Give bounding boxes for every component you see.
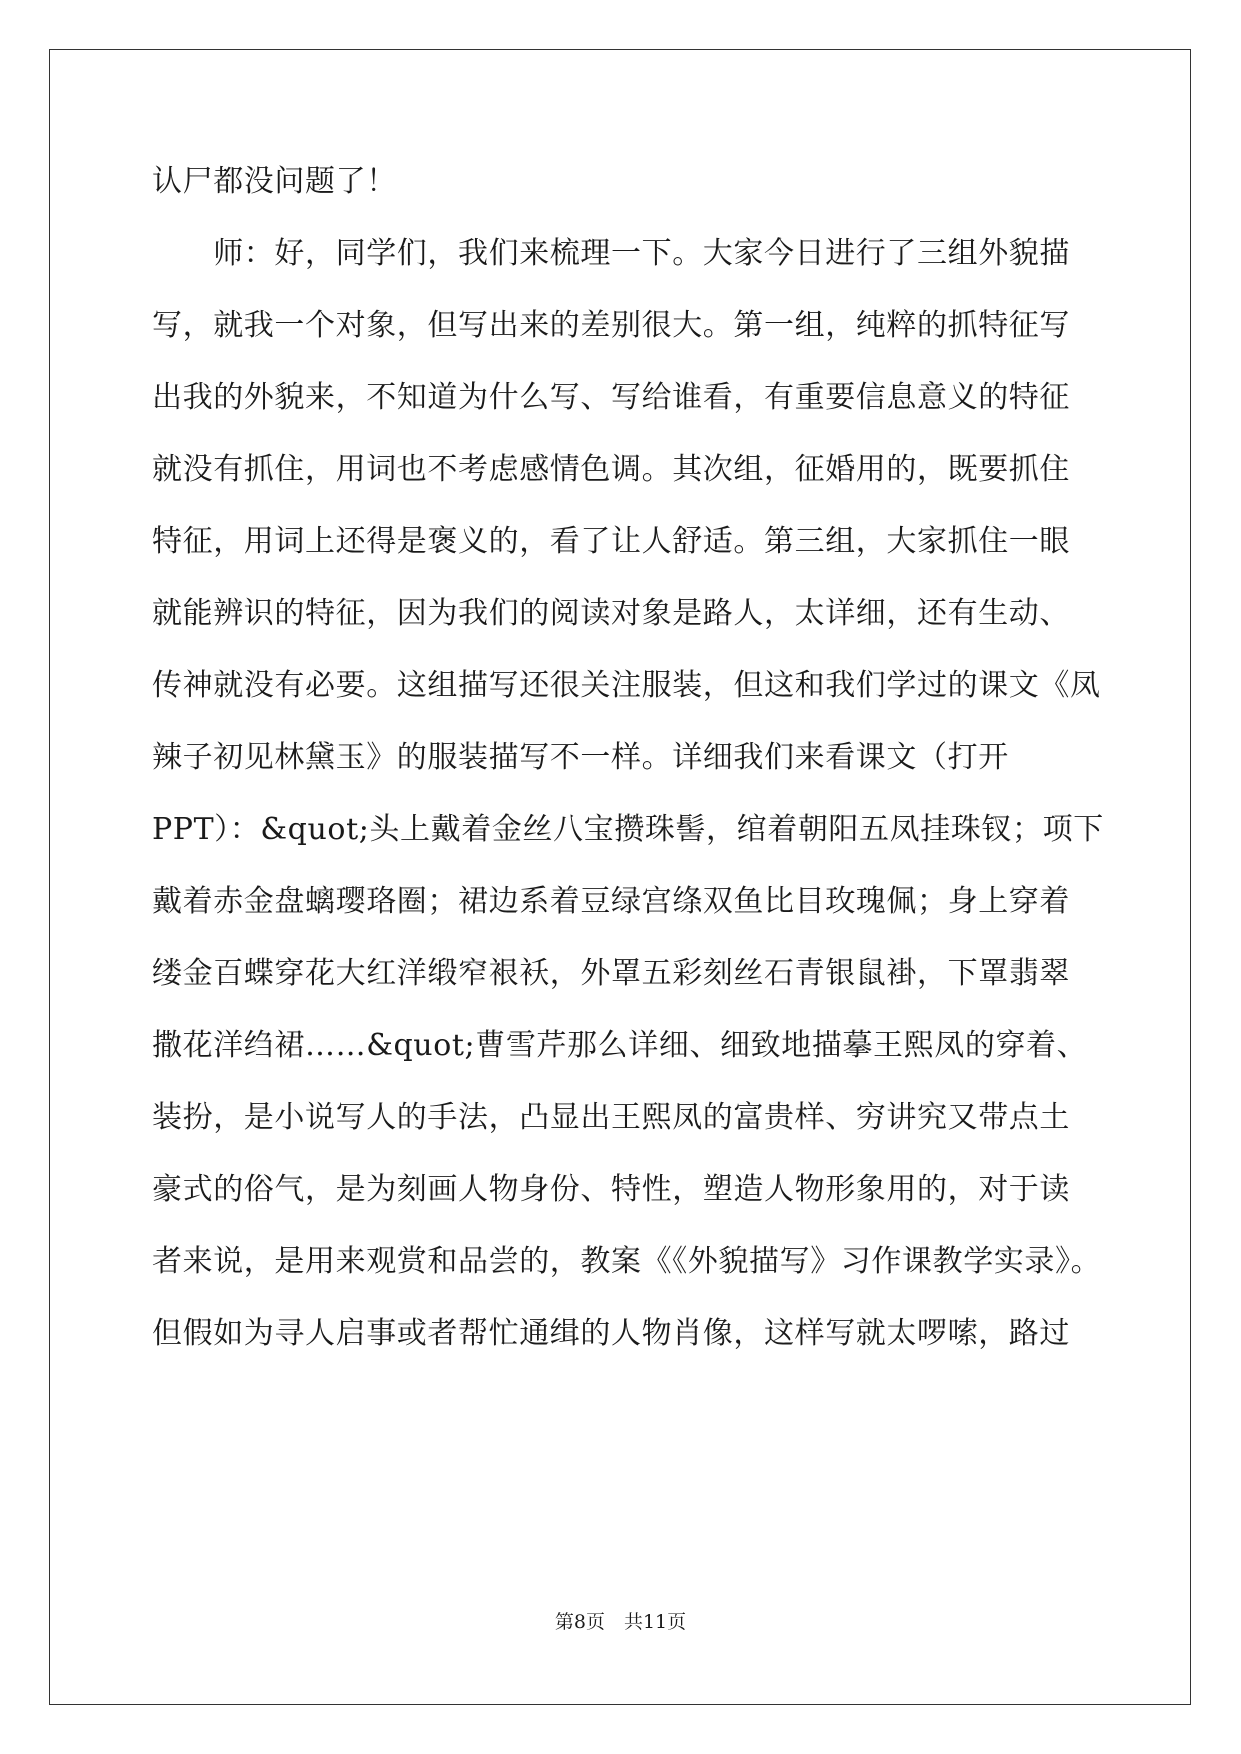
text-line: PPT）：&quot;头上戴着金丝八宝攒珠髻，绾着朝阳五凤挂珠钗；项下 — [152, 812, 1104, 847]
page-footer: 第8页 共11页 — [554, 1611, 687, 1633]
text-line: 传神就没有必要。这组描写还很关注服装，但这和我们学过的课文《凤 — [152, 668, 1101, 703]
text-line: 特征，用词上还得是褒义的，看了让人舒适。第三组，大家抓住一眼 — [152, 524, 1070, 559]
text-line: 缕金百蝶穿花大红洋缎窄裉袄，外罩五彩刻丝石青银鼠褂，下罩翡翠 — [152, 956, 1070, 991]
text-line: 装扮，是小说写人的手法，凸显出王熙凤的富贵样、穷讲究又带点土 — [152, 1100, 1070, 1135]
text-line: 者来说，是用来观赏和品尝的，教案《《外貌描写》习作课教学实录》。 — [152, 1244, 1102, 1279]
text-line: 戴着赤金盘螭璎珞圈；裙边系着豆绿宫绦双鱼比目玫瑰佩；身上穿着 — [152, 884, 1070, 919]
text-line: 辣子初见林黛玉》的服装描写不一样。详细我们来看课文（打开 — [152, 740, 1009, 775]
text-line: 出我的外貌来，不知道为什么写、写给谁看，有重要信息意义的特征 — [152, 380, 1070, 415]
text-line: 师：好，同学们，我们来梳理一下。大家今日进行了三组外貌描 — [152, 236, 1070, 271]
text-line: 就能辨识的特征，因为我们的阅读对象是路人，太详细，还有生动、 — [152, 596, 1070, 631]
text-line: 撒花洋绉裙……&quot;曹雪芹那么详细、细致地描摹王熙凤的穿着、 — [152, 1028, 1088, 1063]
text-line: 但假如为寻人启事或者帮忙通缉的人物肖像，这样写就太啰嗦，路过 — [152, 1316, 1070, 1351]
text-line: 就没有抓住，用词也不考虑感情色调。其次组，征婚用的，既要抓住 — [152, 452, 1070, 487]
text-line: 认尸都没问题了！ — [152, 164, 397, 199]
text-line: 豪式的俗气，是为刻画人物身份、特性，塑造人物形象用的，对于读 — [152, 1172, 1070, 1207]
page-border — [49, 49, 1191, 1705]
text-line: 写，就我一个对象，但写出来的差别很大。第一组，纯粹的抓特征写 — [152, 308, 1070, 343]
